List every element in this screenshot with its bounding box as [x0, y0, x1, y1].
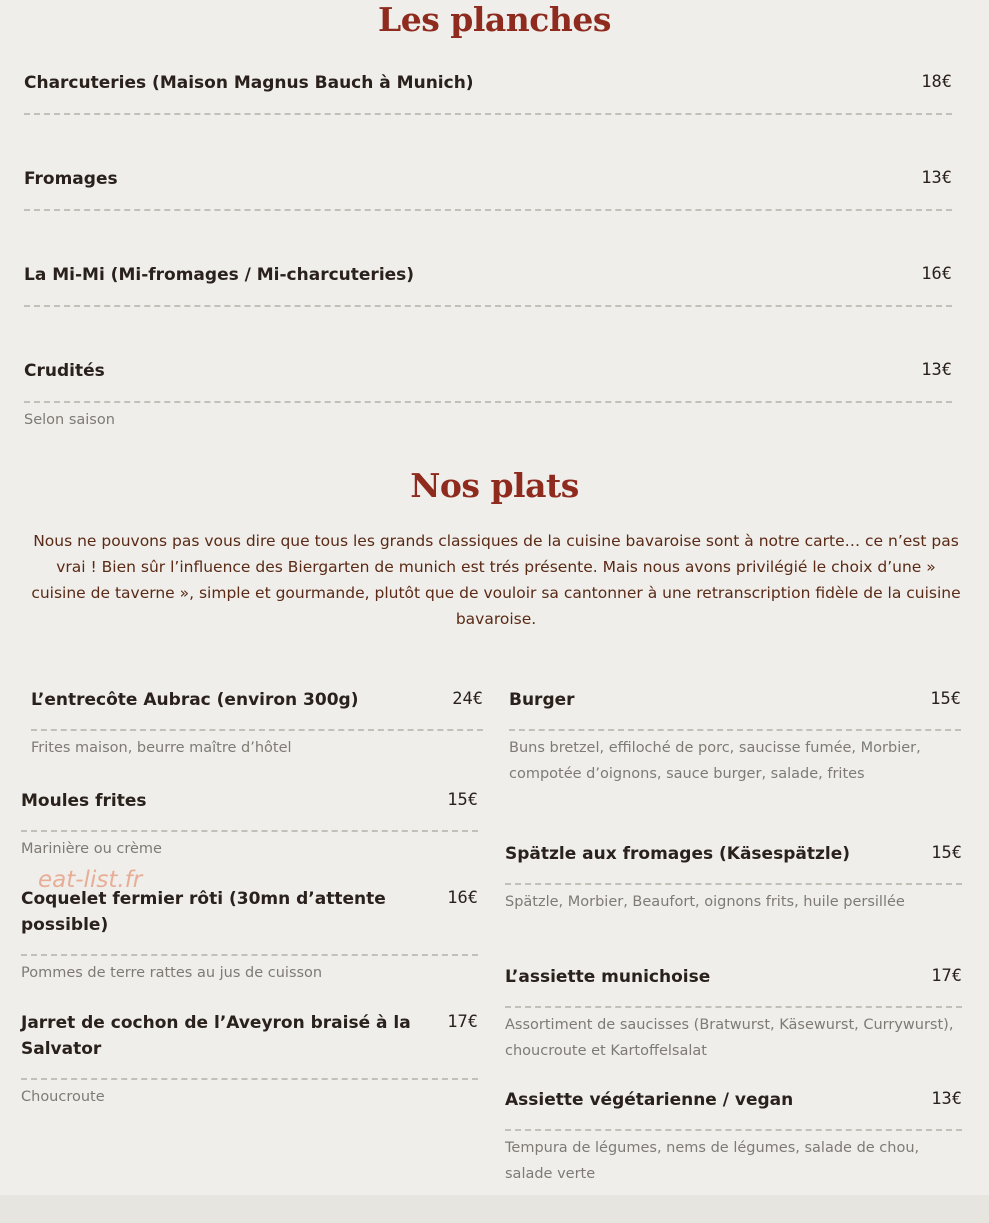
item-price: 16€ [447, 888, 478, 908]
item-name: Charcuteries (Maison Magnus Bauch à Munich) [24, 73, 474, 93]
menu-item [31, 687, 483, 761]
item-description: Spätzle, Morbier, Beaufort, oignons frits, huile persillée [505, 894, 905, 910]
item-price: 15€ [931, 843, 962, 863]
menu-item [24, 358, 952, 433]
item-price: 13€ [921, 168, 952, 188]
menu-item [24, 70, 952, 115]
item-description: Assortiment de saucisses (Bratwurst, Käsewurst, Currywurst), choucroute et Kartoffelsalat [505, 1017, 954, 1059]
item-name: La Mi-Mi (Mi-fromages / Mi-charcuteries) [24, 265, 415, 285]
item-price: 17€ [931, 966, 962, 986]
item-name: Crudités [24, 361, 105, 381]
item-name: Fromages [24, 169, 118, 189]
item-price: 18€ [921, 72, 952, 92]
item-price: 13€ [921, 360, 952, 380]
item-name: Spätzle aux fromages (Käsespätzle) [505, 844, 850, 864]
item-name: Jarret de cochon de l’Aveyron braisé à la Salvator [21, 1013, 411, 1059]
section-title-plats: Nos plats [410, 466, 579, 505]
item-description: Selon saison [24, 412, 115, 428]
item-description: Frites maison, beurre maître d’hôtel [31, 740, 292, 756]
item-price: 15€ [447, 790, 478, 810]
item-name: L’entrecôte Aubrac (environ 300g) [31, 690, 359, 710]
item-description: Buns bretzel, effiloché de porc, saucisse fumée, Morbier, compotée d’oignons, sauce burger, salade, frites [509, 740, 921, 782]
item-description: Marinière ou crème [21, 841, 162, 857]
menu-item [24, 166, 952, 211]
plats-intro: Nous ne pouvons pas vous dire que tous les grands classiques de la cuisine bavaroise sont à notre carte… ce n’est pas vrai ! Bien sûr l’influence des Biergarten de munich est trés présente. Mais nous avons privilégié le choix d’une » cuisine de taverne », simple et gourmande, plutôt que de vouloir sa cantonner à une retranscription fidèle de la cuisine bavaroise. [31, 532, 961, 628]
menu-item [24, 262, 952, 307]
section-title-planches: Les planches [378, 0, 611, 39]
item-name: Coquelet fermier rôti (30mn d’attente possible) [21, 889, 386, 935]
item-name: L’assiette munichoise [505, 967, 711, 987]
watermark: eat-list.fr [38, 867, 143, 893]
menu-item [505, 1087, 962, 1187]
item-price: 15€ [930, 689, 961, 709]
menu-item [505, 841, 962, 915]
item-description: Choucroute [21, 1089, 105, 1105]
item-description: Pommes de terre rattes au jus de cuisson [21, 965, 323, 981]
menu-item [21, 886, 478, 986]
menu-item [509, 687, 961, 787]
item-price: 24€ [452, 689, 483, 709]
menu-item [21, 788, 478, 862]
item-price: 17€ [447, 1012, 478, 1032]
item-description: Tempura de légumes, nems de légumes, salade de chou, salade verte [505, 1140, 920, 1182]
menu-item [505, 964, 962, 1064]
item-name: Assiette végétarienne / vegan [505, 1090, 794, 1110]
item-name: Burger [509, 690, 575, 710]
item-name: Moules frites [21, 791, 147, 811]
item-price: 16€ [921, 264, 952, 284]
menu-item [21, 1010, 478, 1110]
item-price: 13€ [931, 1089, 962, 1109]
